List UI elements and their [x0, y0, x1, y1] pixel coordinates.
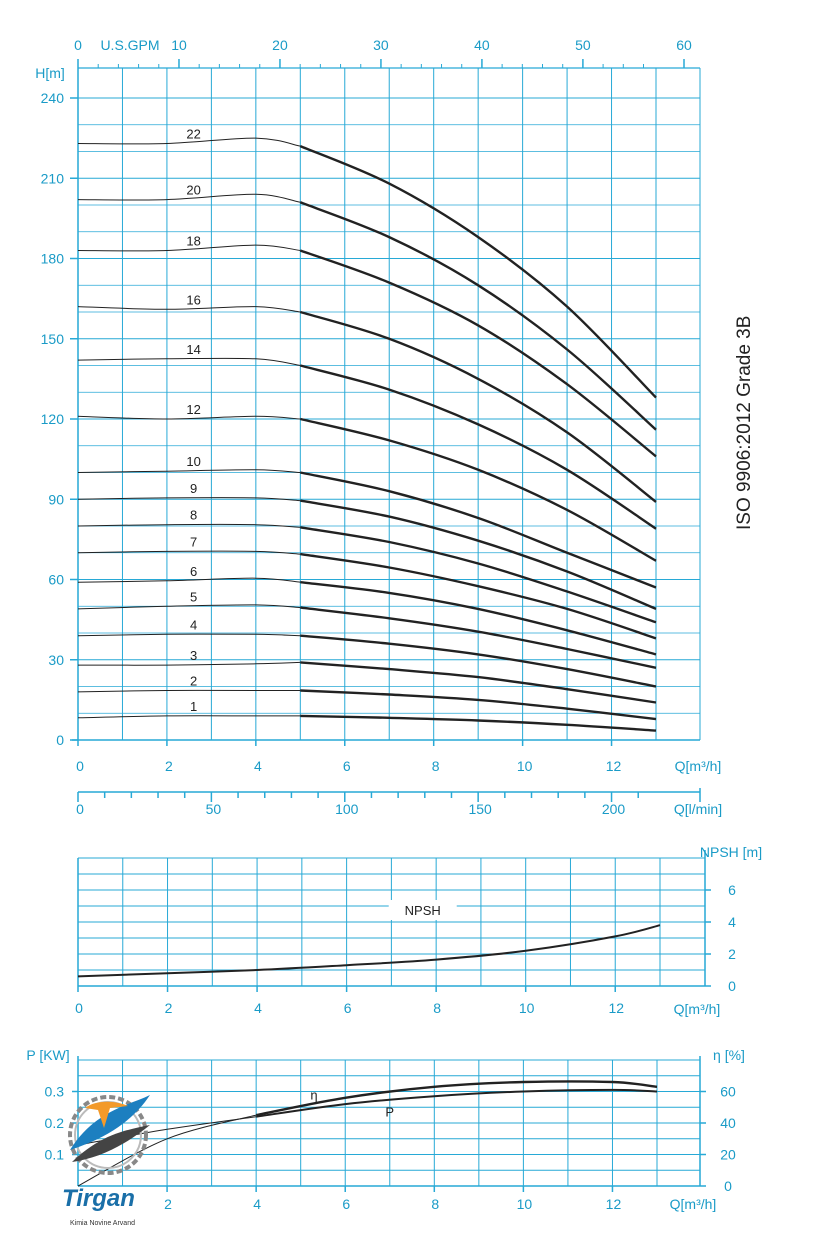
y-tick-label: 60 — [48, 571, 64, 588]
labels-layer — [26, 37, 762, 1212]
stage-curve-14-low — [78, 358, 300, 365]
y-tick-label: 150 — [40, 330, 64, 347]
stage-label: 4 — [189, 617, 198, 633]
power-y-tick-label: 0.3 — [44, 1083, 64, 1100]
power-x-tick-label: 10 — [516, 1196, 533, 1212]
stage-label: 22 — [186, 126, 201, 142]
npsh-y-axis-title: NPSH [m] — [699, 844, 763, 860]
stage-label: 5 — [189, 589, 198, 605]
eff-y-tick-label: 20 — [720, 1146, 736, 1163]
y-tick-label: 240 — [40, 90, 64, 106]
npsh-y-tick-label: 2 — [728, 946, 736, 962]
npsh-x-tick-label: 12 — [608, 1000, 625, 1016]
stage-label: 8 — [189, 507, 198, 523]
npsh-curve — [78, 925, 660, 976]
lmin-tick-label: 150 — [468, 801, 492, 817]
y-tick-label: 30 — [48, 651, 64, 668]
gpm-tick-label: 30 — [373, 37, 389, 53]
eff-y-axis-title: η [%] — [713, 1047, 745, 1063]
stage-label: 10 — [186, 454, 201, 470]
stage-label: 18 — [186, 233, 201, 249]
y-tick-label: 210 — [40, 170, 64, 187]
power-x-tick-label: 12 — [605, 1196, 622, 1212]
gpm-tick-label: 20 — [272, 37, 288, 53]
x-tick-label: 12 — [605, 758, 622, 774]
x-tick-label: 8 — [431, 758, 440, 774]
y-axis-title: H[m] — [35, 65, 65, 81]
stage-label: 12 — [186, 402, 201, 417]
stage-label: 3 — [189, 648, 198, 664]
power-x-tick-label: 6 — [342, 1196, 351, 1212]
npsh-curve-label: NPSH — [404, 903, 441, 918]
stage-curve-16-low — [78, 307, 300, 312]
npsh-y-tick-label: 0 — [728, 978, 736, 994]
x-axis-title: Q[m³/h] — [674, 758, 722, 774]
npsh-x-tick-label: 4 — [254, 1000, 262, 1016]
stage-curve-5-low — [78, 605, 300, 609]
y-tick-label: 180 — [40, 250, 64, 267]
lmin-tick-label: 50 — [205, 801, 222, 817]
y-tick-label: 0 — [56, 732, 64, 748]
x-tick-label: 6 — [342, 758, 351, 774]
gpm-tick-label: 10 — [171, 37, 187, 53]
stage-curve-10-low — [78, 470, 300, 473]
stage-label: 6 — [189, 563, 198, 579]
npsh-x-axis-title: Q[m³/h] — [673, 1001, 721, 1017]
stage-curve-2-low — [78, 690, 300, 691]
logo-tagline: Kimia Novine Arvand — [70, 1220, 135, 1227]
power-x-axis-title: Q[m³/h] — [669, 1196, 717, 1212]
npsh-x-tick-label: 8 — [433, 1000, 442, 1016]
gpm-tick-label: 40 — [474, 37, 490, 53]
power-label: P — [385, 1104, 395, 1120]
stage-label: 16 — [186, 292, 201, 308]
x-tick-label: 0 — [76, 758, 84, 774]
gpm-axis-title: U.S.GPM — [100, 37, 160, 53]
stage-label: 1 — [189, 698, 198, 714]
eff-y-tick-label: 40 — [720, 1115, 736, 1131]
stage-label: 20 — [186, 182, 201, 198]
x-tick-label: 4 — [253, 758, 262, 774]
gpm-tick-label: 60 — [676, 37, 692, 53]
power-y-tick-label: 0.1 — [44, 1146, 64, 1163]
lmin-axis-title: Q[l/min] — [673, 801, 723, 817]
x-tick-label: 2 — [165, 758, 173, 774]
curves-layer — [78, 138, 660, 1186]
standard-label: ISO 9906:2012 Grade 3B — [734, 315, 755, 530]
gpm-tick-label: 0 — [74, 37, 82, 53]
stage-label: 2 — [189, 673, 198, 689]
power-x-tick-label: 4 — [253, 1196, 262, 1212]
npsh-x-tick-label: 10 — [518, 1000, 535, 1016]
x-tick-label: 10 — [516, 758, 533, 774]
efficiency-label: η — [310, 1087, 318, 1103]
power-y-tick-label: 0.2 — [44, 1115, 64, 1131]
stage-curve-4-low — [78, 634, 300, 636]
stage-label: 14 — [186, 341, 201, 357]
eff-y-tick-label: 0 — [724, 1178, 732, 1194]
power-y-axis-title: P [KW] — [26, 1047, 70, 1063]
lmin-tick-label: 100 — [335, 801, 359, 817]
logo-name: Tirgan — [62, 1185, 135, 1212]
y-tick-label: 120 — [40, 411, 64, 427]
eff-y-tick-label: 60 — [720, 1083, 736, 1100]
gpm-tick-label: 50 — [575, 37, 591, 53]
npsh-x-tick-label: 0 — [75, 1000, 83, 1016]
stage-label: 7 — [189, 534, 198, 550]
stage-label: 9 — [189, 480, 198, 496]
y-tick-label: 90 — [48, 491, 64, 508]
npsh-y-tick-label: 6 — [728, 882, 736, 898]
tirgan-logo — [62, 1095, 150, 1227]
npsh-x-tick-label: 6 — [343, 1000, 352, 1016]
npsh-y-tick-label: 4 — [728, 914, 736, 930]
power-x-tick-label: 2 — [164, 1196, 172, 1212]
npsh-x-tick-label: 2 — [164, 1000, 173, 1016]
stage-curve-1-low — [78, 716, 300, 718]
lmin-tick-label: 0 — [76, 801, 84, 817]
lmin-tick-label: 200 — [601, 801, 626, 817]
power-x-tick-label: 8 — [431, 1196, 440, 1212]
